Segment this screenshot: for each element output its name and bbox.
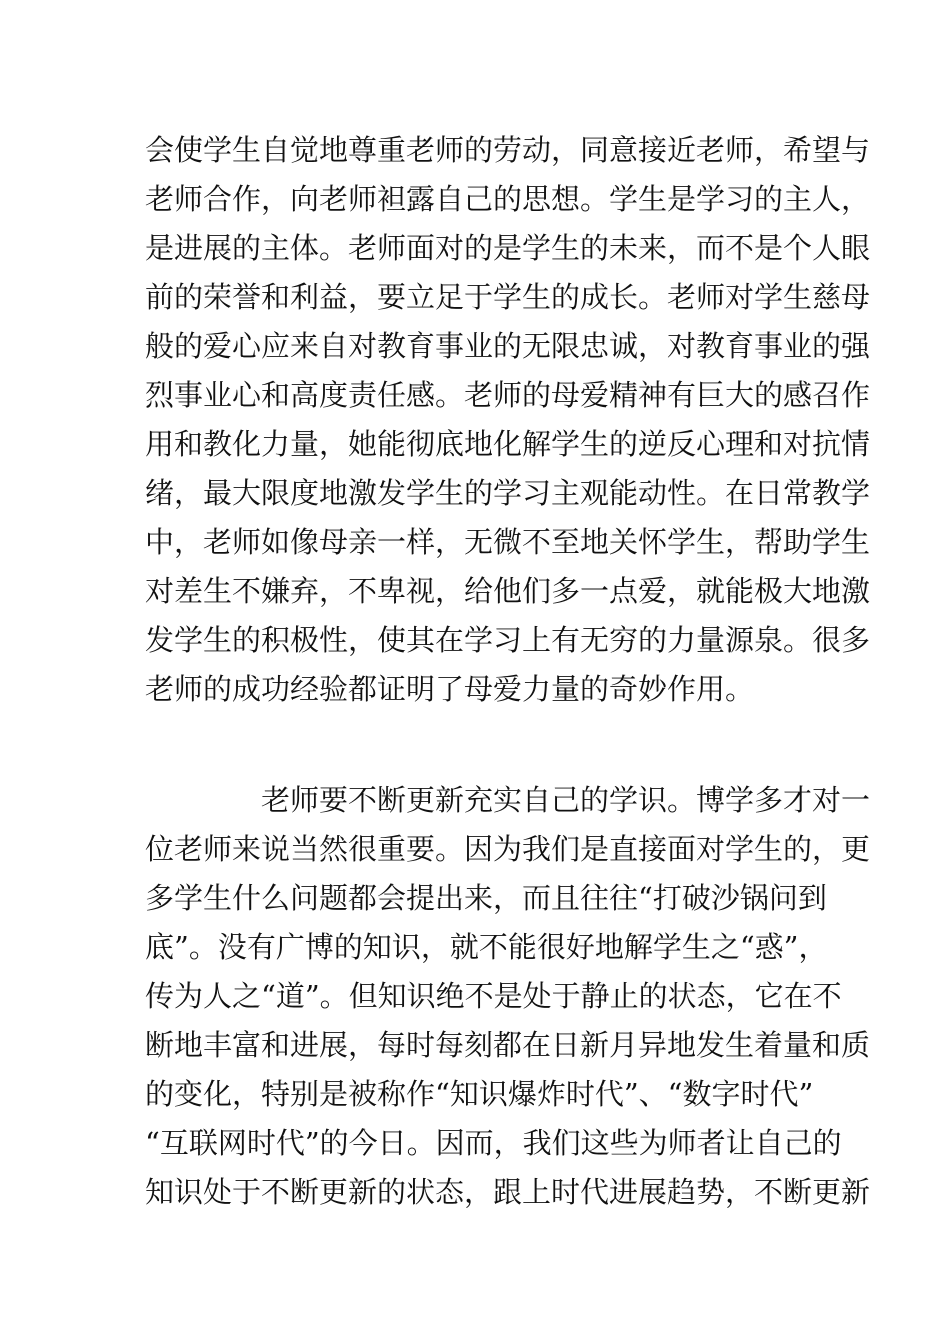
text-line: 中，老师如像母亲一样，无微不至地关怀学生，帮助学生 [145,525,871,559]
text-line: 用和教化力量，她能彻底地化解学生的逆反心理和对抗情 [145,427,871,461]
text-line: 前的荣誉和利益，要立足于学生的成长。老师对学生慈母 [145,280,871,314]
text-line: “互联网时代”的今日。因而，我们这些为师者让自己的 [145,1126,842,1160]
text-line: 绪，最大限度地激发学生的学习主观能动性。在日常教学 [145,476,871,510]
text-line: 断地丰富和进展，每时每刻都在日新月异地发生着量和质 [145,1028,871,1062]
text-line: 多学生什么问题都会提出来，而且往往“打破沙锅问到 [145,881,827,915]
text-line: 是进展的主体。老师面对的是学生的未来，而不是个人眼 [145,231,871,265]
text-line: 会使学生自觉地尊重老师的劳动，同意接近老师，希望与 [145,133,871,167]
text-line: 底”。没有广博的知识，就不能很好地解学生之“惑”， [145,930,828,964]
text-line: 对差生不嫌弃，不卑视，给他们多一点爱，就能极大地激 [145,574,871,608]
text-line: 位老师来说当然很重要。因为我们是直接面对学生的，更 [145,832,871,866]
text-line-first: 老师要不断更新充实自己的学识。博学多才对一 [261,783,871,817]
text-line: 知识处于不断更新的状态，跟上时代进展趋势，不断更新 [145,1175,871,1209]
text-line: 老师的成功经验都证明了母爱力量的奇妙作用。 [145,672,755,706]
text-line: 老师合作，向老师袒露自己的思想。学生是学习的主人， [145,182,871,216]
text-line: 发学生的积极性，使其在学习上有无穷的力量源泉。很多 [145,623,871,657]
text-line: 的变化，特别是被称作“知识爆炸时代”、“数字时代” [145,1077,814,1111]
text-line: 传为人之“道”。但知识绝不是处于静止的状态，它在不 [145,979,842,1013]
paragraph-mother-love [145,126,871,714]
text-line: 烈事业心和高度责任感。老师的母爱精神有巨大的感召作 [145,378,871,412]
text-line: 般的爱心应来自对教育事业的无限忠诚，对教育事业的强 [145,329,871,363]
paragraph-update-knowledge [145,776,871,1217]
